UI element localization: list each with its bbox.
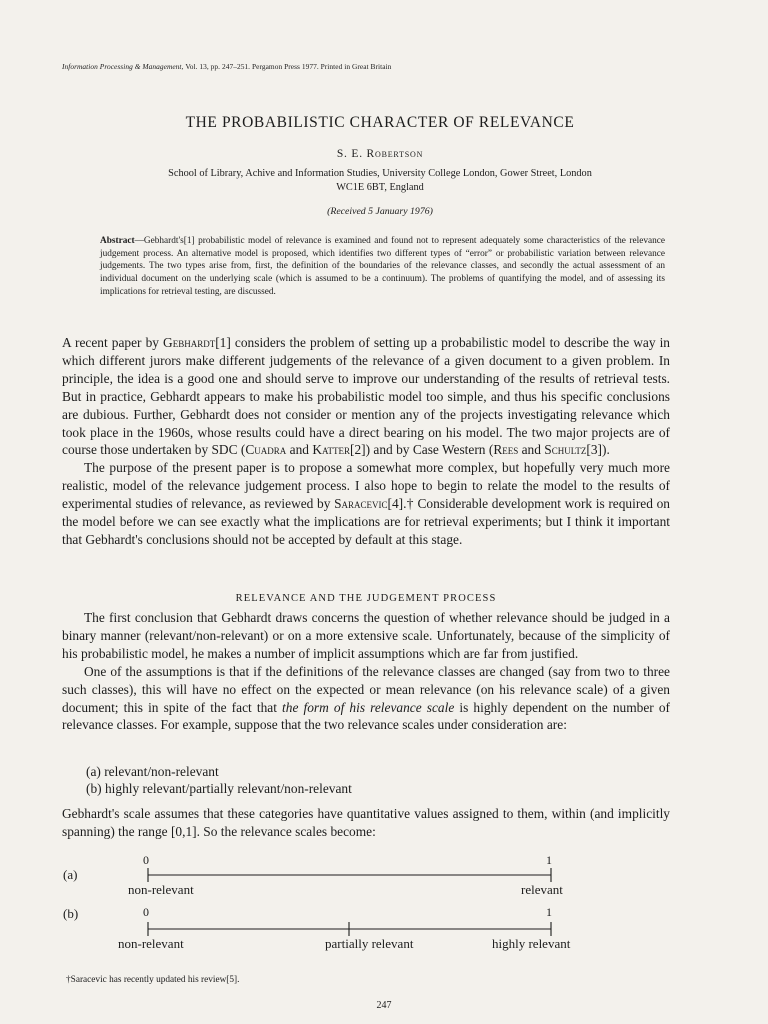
scale-a-label: (a) [63,867,78,882]
scale-b-one: 1 [546,905,552,919]
cite-rees: Rees [493,442,519,458]
affiliation-line-1: School of Library, Achive and Information Studies, University College London, Gower Street, London [168,168,592,179]
journal-details: Vol. 13, pp. 247–251. Pergamon Press 1977. Printed in Great Britain [185,62,392,71]
cite-schultz: Schultz [544,442,587,458]
p1-text-e: and [518,442,545,458]
cite-katter: Katter [312,442,350,458]
footnote: †Saracevic has recently updated his review[5]. [66,975,240,985]
page-number: 247 [376,1000,392,1011]
cite-cuadra: Cuadra [245,442,287,458]
scale-a [63,853,563,897]
scale-b-left-category: non-relevant [118,936,184,951]
p1-text-f: [3]). [586,442,610,458]
author-name: S. E. Robertson [336,148,424,160]
section-heading: RELEVANCE AND THE JUDGEMENT PROCESS [235,593,497,604]
p2-text-b: [4].† Considerable development work is required on the model before we can see exactly what the implications are for retrieval experiments; but I think it important that Gebhardt's conclusions should not be accepted by default at this stage. [62,496,670,547]
scale-b-label: (b) [63,906,79,921]
cite-saracevic: Saracevic [334,496,388,512]
paragraph-5: Gebhardt's scale assumes that these categories have quantitative values assigned to them, within (and implicitly spanning) the range [0,1]. So the relevance scales become: [62,806,670,839]
list-item-a: (a) relevant/non-relevant [86,764,219,779]
scale-a-zero: 0 [143,853,149,867]
scale-b-right-category: highly relevant [492,936,571,951]
scale-b-zero: 0 [143,905,149,919]
p2-text-a: The purpose of the present paper is to propose a somewhat more complex, but hopefully very much more realistic, model of the relevance judgement process. I also hope to begin to relate the model to the results of experimental studies of relevance, as reviewed by [62,460,670,512]
p1-text-a: A recent paper by [62,335,159,350]
p1-text-d: [2]) and by Case Western ( [349,442,494,458]
paragraph-3: The first conclusion that Gebhardt draws concerns the question of whether relevance should be judged in a binary manner (relevant/non-relevant) or on a more extensive scale. Unfortunately, because of the simplicity of his probabilistic model, he makes a number of implicit assumptions which are far from justified. [62,610,670,661]
p4-text-b: is highly dependent on the number of relevance classes. For example, suppose that the two relevance scales under consideration are: [62,699,670,733]
p1-text-c: and [286,442,313,458]
p4-emphasis: the form of his relevance scale [282,699,455,715]
abstract-label: Abstract [100,236,135,246]
received-date: (Received 5 January 1976) [327,206,433,217]
cite-gebhardt: Gebhardt [163,335,216,350]
list-item-b: (b) highly relevant/partially relevant/non-relevant [86,780,352,796]
scale-b-middle-category: partially relevant [325,936,414,951]
scale-a-left-category: non-relevant [128,882,194,897]
article-title: THE PROBABILISTIC CHARACTER OF RELEVANCE [185,114,575,131]
abstract-text: —Gebhardt's[1] probabilistic model of relevance is examined and found not to represent adequately some characteristics of the relevance judgement process. An alternative model is proposed, which identifies two different types of “error” or probabilistic variation between relevance judgements. The two types arise from, first, the definition of the boundaries of the relevance classes, and secondly the actual assessment of an individual document on the underlying scale (which is assumed to be a continuum). The problems of quantifying the model, and of assessing its implications for retrieval testing, are discussed. [100,236,665,297]
p1-text-b: [1] considers the problem of setting up a probabilistic model to describe the way in which different jurors make different judgements of the relevance of a given document to a given problem. In principle, the idea is a good one and should serve to improve our understanding of the results of retrieval tests. But in practice, Gebhardt appears to make his probabilistic model too simple, and thus his specific conclusions are dubious. Further, Gebhardt does not consider or mention any of the projects investigating relevance which took place in the 1960s, whose results could have a direct bearing on his model. The two major projects are of course those undertaken by SDC ( [62,335,670,458]
scale-a-right-category: relevant [521,882,563,897]
affiliation-line-2: WC1E 6BT, England [336,182,424,193]
scale-b [63,905,571,951]
journal-name: Information Processing & Management, [62,62,184,71]
p4-text-a: One of the assumptions is that if the definitions of the relevance classes are changed (say from two to three such classes), this will have no effect on the expected or mean relevance (on his relevance scale) of a given document; this in spite of the fact that [62,663,670,715]
scale-a-one: 1 [546,853,552,867]
